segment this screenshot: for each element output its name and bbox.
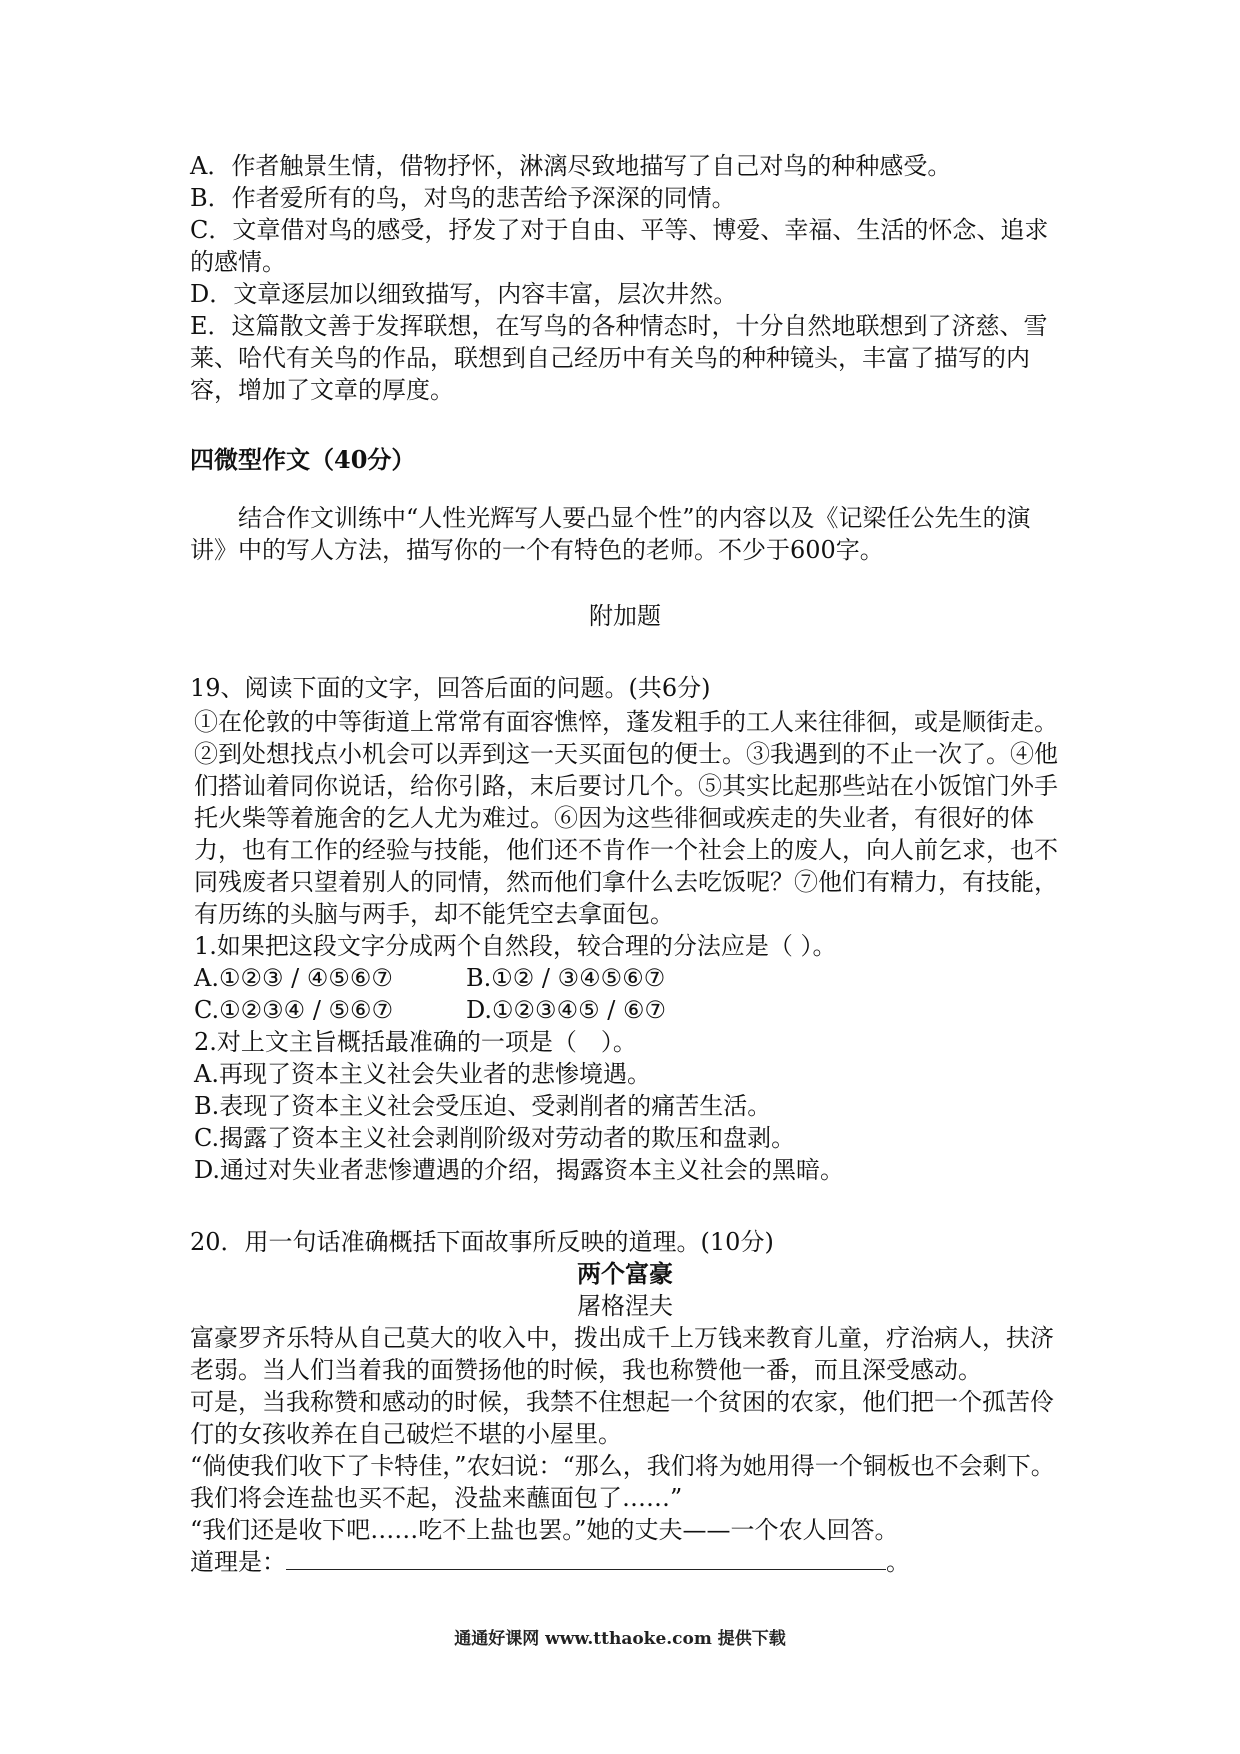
- q19-sub2: [190, 1026, 1060, 1186]
- q19-sub1-row1: [194, 962, 1060, 994]
- answer-row: [190, 1546, 1060, 1578]
- q19-sub2-choice-c: C.揭露了资本主义社会剥削阶级对劳动者的欺压和盘剥。: [194, 1124, 796, 1152]
- q19-passage: ①在伦敦的中等街道上常常有面容憔悴，蓬发粗手的工人来往徘徊，或是顺街走。②到处想找点小机会可以弄到这一天买面包的便士。③我遇到的不止一次了。④他们搭讪着同你说话，给你引路，末后要讨几个。⑤其实比起那些站在小饭馆门外手托火柴等着施舍的乞人尤为难过。⑥因为这些徘徊或疾走的失业者，有很好的体力，也有工作的经验与技能，他们还不肯作一个社会上的废人，向人前乞求，也不同残废者只望着别人的同情，然而他们拿什么去吃饭呢？⑦他们有精力，有技能，有历练的头脑与两手，却不能凭空去拿面包。: [194, 708, 1058, 928]
- answer-blank[interactable]: [286, 1549, 886, 1570]
- options-q18: [190, 150, 1060, 406]
- q19-sub2-choice-a: A.再现了资本主义社会失业者的悲惨境遇。: [194, 1060, 651, 1088]
- choice-b: B.①② / ③④⑤⑥⑦: [466, 964, 666, 992]
- q19-sub1-row2: [194, 994, 1060, 1026]
- choice-a: A.①②③ / ④⑤⑥⑦: [194, 964, 393, 992]
- story-paragraph-4: “我们还是收下吧……吃不上盐也罢。”她的丈夫——一个农人回答。: [190, 1516, 899, 1544]
- option-e: E．这篇散文善于发挥联想，在写鸟的各种情态时，十分自然地联想到了济慈、雪莱、哈代有关鸟的作品，联想到自己经历中有关鸟的种种镜头，丰富了描写的内容，增加了文章的厚度。: [190, 312, 1048, 404]
- footer-credit: 通通好课网 www.tthaoke.com 提供下载: [454, 1629, 786, 1649]
- option-c: C．文章借对鸟的感受，抒发了对于自由、平等、博爱、幸福、生活的怀念、追求的感情。: [190, 216, 1049, 276]
- section4-heading: 四微型作文（40分）: [190, 445, 416, 474]
- q19-sub1-stem: 1.如果把这段文字分成两个自然段，较合理的分法应是（ ）。: [194, 932, 837, 960]
- story-author: 屠格涅夫: [577, 1292, 673, 1320]
- answer-label: 道理是：: [190, 1548, 286, 1576]
- option-a: A．作者触景生情，借物抒怀，淋漓尽致地描写了自己对鸟的种种感受。: [190, 152, 952, 180]
- option-d: D．文章逐层加以细致描写，内容丰富，层次井然。: [190, 280, 738, 308]
- choice-c: C.①②③④ / ⑤⑥⑦: [194, 996, 394, 1024]
- story-title: 两个富豪: [577, 1259, 673, 1288]
- q20-title: 20．用一句话准确概括下面故事所反映的道理。(10分): [190, 1228, 774, 1256]
- document-page: [190, 150, 1060, 1578]
- section4-prompt: 结合作文训练中“人性光辉写人要凸显个性”的内容以及《记梁任公先生的演讲》中的写人方法，描写你的一个有特色的老师。不少于600字。: [190, 504, 1031, 564]
- q19-sub2-choice-d: D.通过对失业者悲惨遭遇的介绍，揭露资本主义社会的黑暗。: [194, 1156, 845, 1184]
- option-b: B．作者爱所有的鸟，对鸟的悲苦给予深深的同情。: [190, 184, 736, 212]
- story-paragraph-1: 富豪罗齐乐特从自己莫大的收入中，拨出成千上万钱来教育儿童，疗治病人，扶济老弱。当人们当着我的面赞扬他的时候，我也称赞他一番，而且深受感动。: [190, 1324, 1054, 1384]
- bonus-title: 附加题: [589, 602, 661, 630]
- choice-d: D.①②③④⑤ / ⑥⑦: [466, 996, 666, 1024]
- story-paragraph-3: “倘使我们收下了卡特佳，”农妇说：“那么，我们将为她用得一个铜板也不会剩下。我们将会连盐也买不起，没盐来蘸面包了……”: [190, 1452, 1055, 1512]
- q19-sub2-choice-b: B.表现了资本主义社会受压迫、受剥削者的痛苦生活。: [194, 1092, 772, 1120]
- q19-title: 19、阅读下面的文字，回答后面的问题。(共6分): [190, 674, 711, 702]
- answer-end: 。: [886, 1548, 910, 1576]
- story-paragraph-2: 可是，当我称赞和感动的时候，我禁不住想起一个贫困的农家，他们把一个孤苦伶仃的女孩收养在自己破烂不堪的小屋里。: [190, 1388, 1054, 1448]
- q19-sub1: [190, 930, 1060, 1026]
- q19-sub2-stem: 2.对上文主旨概括最准确的一项是（ ）。: [194, 1028, 637, 1056]
